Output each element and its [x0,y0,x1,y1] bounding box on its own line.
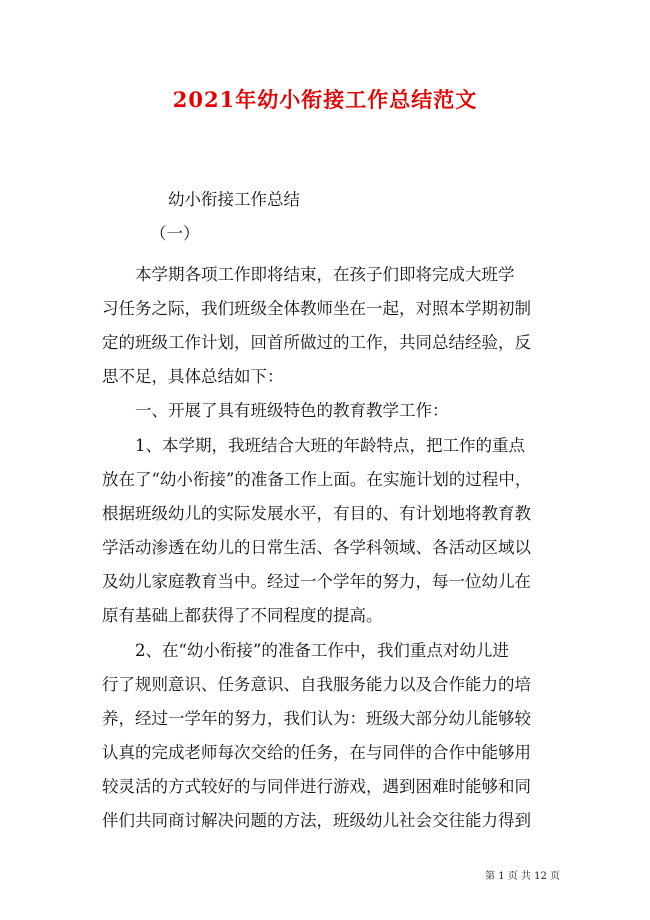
paragraph-line: 原有基础上都获得了不同程度的提高。 [102,606,383,625]
paragraph-line: 习任务之际，我们班级全体教师坐在一起，对照本学期初制 [102,299,531,318]
paragraph-line: 及幼儿家庭教育当中。经过一个学年的努力，每一位幼儿在 [102,572,531,591]
paragraph-line: 思不足，具体总结如下： [102,367,284,386]
paragraph-line: 认真的完成老师每次交给的任务，在与同伴的合作中能够用 [102,743,531,762]
paragraph-line: 养，经过一学年的努力，我们认为：班级大部分幼儿能够较 [102,709,531,728]
section-heading: 一、开展了具有班级特色的教育教学工作： [135,401,449,420]
paragraph-line: 2、在“幼小衔接”的准备工作中，我们重点对幼儿进 [135,641,509,660]
paragraph-line: 行了规则意识、任务意识、自我服务能力以及合作能力的培 [102,675,531,694]
page-number-footer: 第 1 页 共 12 页 [485,871,560,882]
paragraph-line: 本学期各项工作即将结束，在孩子们即将完成大班学 [135,265,515,284]
section-marker: （一） [150,224,200,243]
document-title: 2021年幼小衔接工作总结范文 [172,87,478,112]
paragraph-line: 1、本学期，我班结合大班的年龄特点，把工作的重点 [135,436,525,455]
paragraph-line: 放在了“幼小衔接”的准备工作上面。在实施计划的过程中， [102,470,532,489]
paragraph-line: 定的班级工作计划，回首所做过的工作，共同总结经验，反 [102,333,531,352]
paragraph-line: 伴们共同商讨解决问题的方法，班级幼儿社会交往能力得到 [102,811,531,830]
subtitle: 幼小衔接工作总结 [168,190,300,209]
paragraph-line: 较灵活的方式较好的与同伴进行游戏，遇到困难时能够和同 [102,777,531,796]
paragraph-line: 学活动渗透在幼儿的日常生活、各学科领域、各活动区域以 [102,538,531,557]
document-body [102,0,560,920]
paragraph-line: 根据班级幼儿的实际发展水平，有目的、有计划地将教育教 [102,504,531,523]
